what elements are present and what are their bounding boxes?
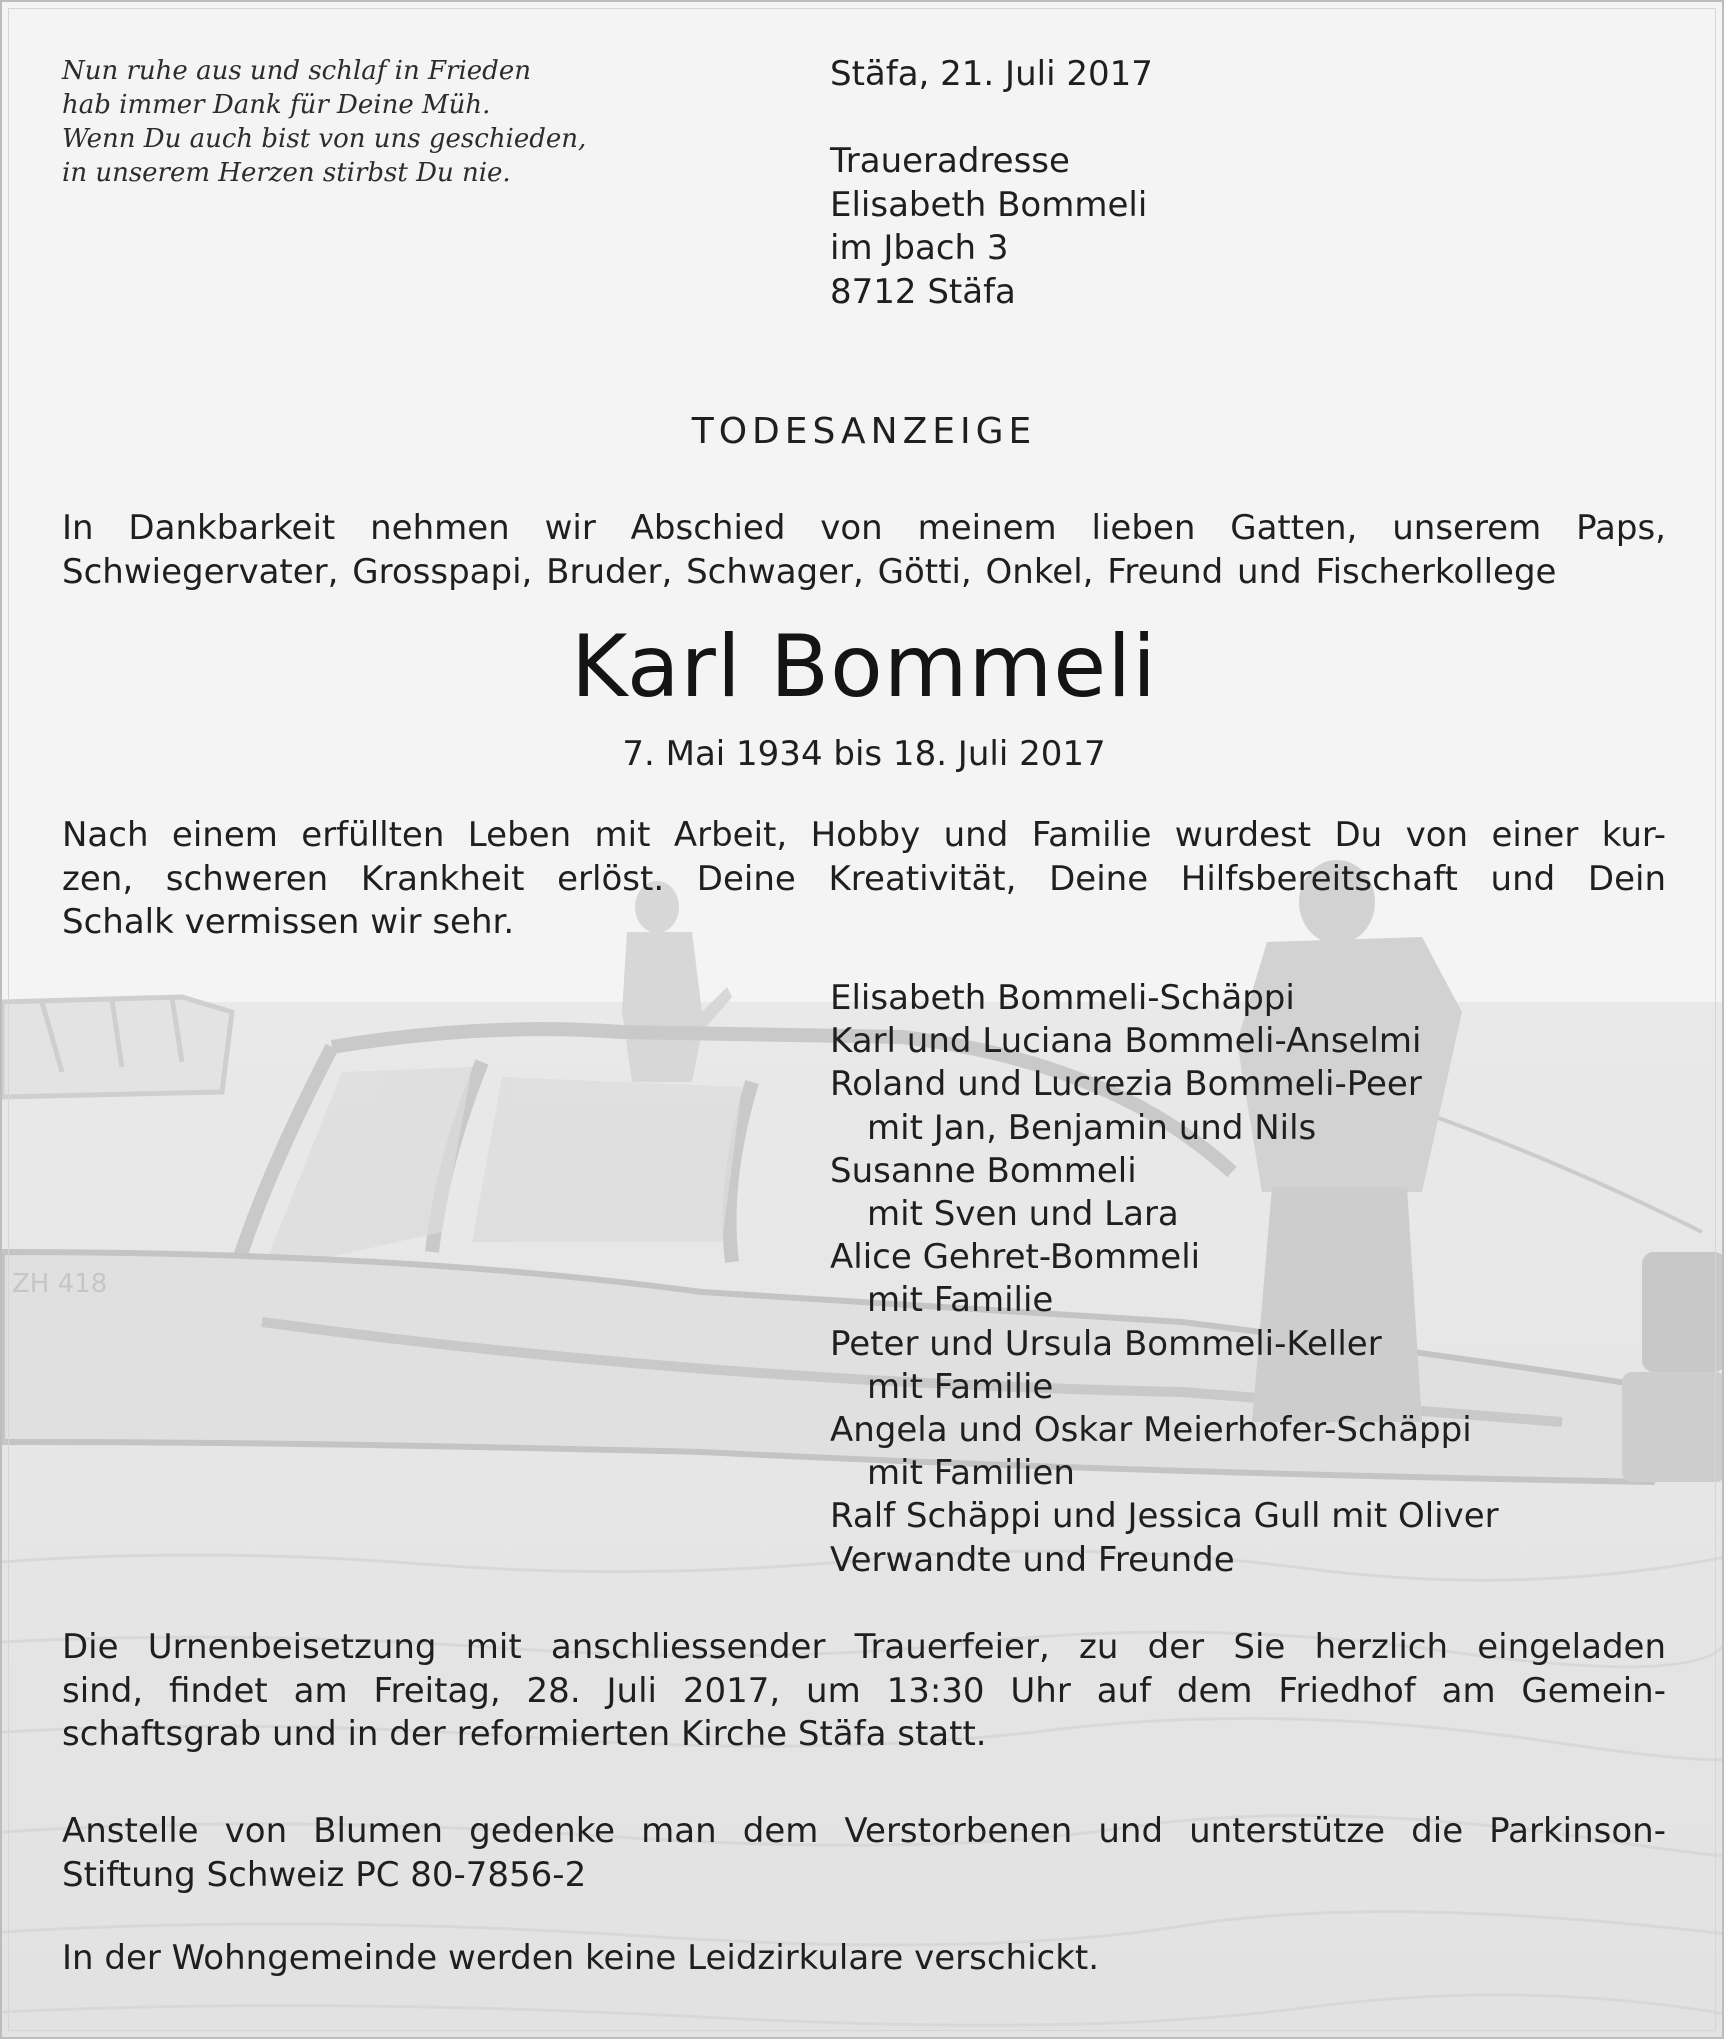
- mourners-list: [830, 977, 1499, 1582]
- mourner-subentry: mit Sven und Lara: [867, 1194, 1179, 1235]
- mourner-entry: Karl und Luciana Bommeli-Anselmi: [830, 1021, 1422, 1062]
- mourner-subentry: mit Familie: [867, 1366, 1054, 1407]
- intro-line: In Dankbarkeit nehmen wir Abschied von meinem lieben Gatten, unserem Paps,: [62, 508, 1666, 548]
- paragraph-line: zen, schweren Krankheit erlöst. Deine Kreativität, Deine Hilfsbereitschaft und Dein: [62, 858, 1666, 899]
- windshield-panes: [262, 1067, 742, 1272]
- page-heading: TODESANZEIGE: [691, 411, 1037, 452]
- boat-registration: ZH 418: [12, 1269, 108, 1299]
- address-line: Traueradresse: [830, 141, 1070, 181]
- mourner-entry: Peter und Ursula Bommeli-Keller: [830, 1323, 1382, 1364]
- address-line: im Jbach 3: [830, 228, 1009, 268]
- verse-line: Nun ruhe aus und schlaf in Frieden: [62, 56, 531, 86]
- address-line: 8712 Stäfa: [830, 271, 1016, 312]
- paragraph-line: Die Urnenbeisetzung mit anschliessender Trauerfeier, zu der Sie herzlich eingeladen: [62, 1627, 1666, 1667]
- mourner-entry: Angela und Oskar Meierhofer-Schäppi: [830, 1410, 1472, 1451]
- verse-line: Wenn Du auch bist von uns geschieden,: [62, 124, 587, 154]
- mourning-address: [830, 140, 1147, 314]
- donation-paragraph: [62, 1810, 1666, 1897]
- deceased-name: Karl Bommeli: [570, 617, 1158, 717]
- mourner-entry: Ralf Schäppi und Jessica Gull mit Oliver: [830, 1496, 1499, 1537]
- mourner-subentry: mit Jan, Benjamin und Nils: [867, 1107, 1317, 1148]
- mourner-entry: Alice Gehret-Bommeli: [830, 1237, 1201, 1278]
- paragraph-line: sind, findet am Freitag, 28. Juli 2017, um 13:30 Uhr auf dem Friedhof am Gemein-: [62, 1670, 1666, 1711]
- paragraph-line: In der Wohngemeinde werden keine Leidzirkulare verschickt.: [62, 1938, 1100, 1978]
- memorial-verse: [62, 54, 622, 190]
- funeral-paragraph: [62, 1626, 1666, 1757]
- background-boat: [2, 997, 232, 1097]
- mourner-entry: Susanne Bommeli: [830, 1150, 1137, 1191]
- paragraph-line: Nach einem erfüllten Leben mit Arbeit, Hobby und Familie wurdest Du von einer kur-: [62, 815, 1666, 855]
- mourner-entry: Verwandte und Freunde: [830, 1539, 1235, 1580]
- paragraph-line: Anstelle von Blumen gedenke man dem Verstorbenen und unterstütze die Parkinson-: [62, 1811, 1666, 1851]
- life-paragraph: [62, 814, 1666, 945]
- life-dates: 7. Mai 1934 bis 18. Juli 2017: [622, 734, 1106, 774]
- place-date: Stäfa, 21. Juli 2017: [830, 54, 1153, 94]
- intro-paragraph: [62, 507, 1666, 594]
- address-line: Elisabeth Bommeli: [830, 184, 1148, 225]
- paragraph-line: schaftsgrab und in der reformierten Kirche Stäfa statt.: [62, 1714, 987, 1754]
- mourner-subentry: mit Familie: [867, 1280, 1054, 1321]
- closing-notice: [62, 1937, 1666, 1981]
- intro-line: Schwiegervater, Grosspapi, Bruder, Schwager, Götti, Onkel, Freund und Fischerkollege: [62, 551, 1557, 592]
- mourner-entry: Elisabeth Bommeli-Schäppi: [830, 978, 1295, 1018]
- verse-line: in unserem Herzen stirbst Du nie.: [62, 158, 511, 188]
- paragraph-line: Stiftung Schweiz PC 80-7856-2: [62, 1854, 587, 1895]
- mourner-entry: Roland und Lucrezia Bommeli-Peer: [830, 1064, 1422, 1105]
- mourner-subentry: mit Familien: [867, 1453, 1075, 1494]
- verse-line: hab immer Dank für Deine Müh.: [62, 90, 491, 120]
- paragraph-line: Schalk vermissen wir sehr.: [62, 902, 515, 942]
